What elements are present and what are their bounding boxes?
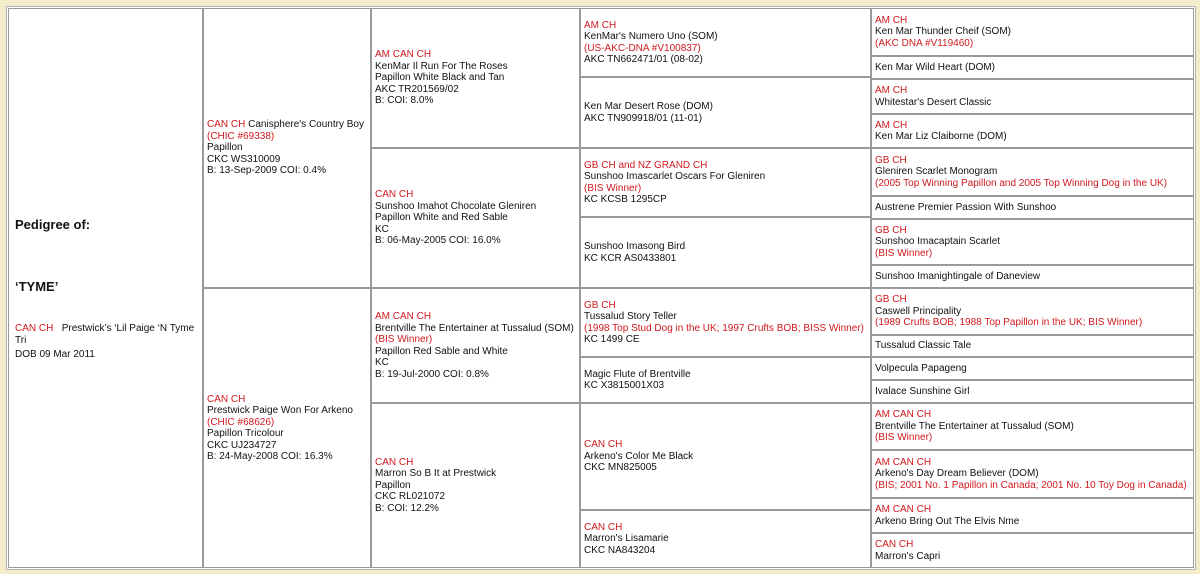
pedigree-table [6,6,1196,570]
pedigree-line: (BIS Winner) [875,432,933,444]
gen4-ancestor [871,114,1194,148]
pedigree-line: Arkeno's Color Me Black [584,450,694,462]
sire-breed: Papillon [207,142,243,154]
pedigree-line: (BIS Winner) [375,334,433,345]
gen4-ancestor [871,148,1194,196]
pedigree-line: CKC NA843204 [584,544,656,556]
pedigree-line: AM CH [875,119,908,131]
pedigree-line: Volpecula Papageng [875,362,967,374]
gen4-ancestor [871,196,1194,219]
pedigree-line: Ken Mar Liz Claiborne (DOM) [875,131,1007,142]
dam-note: (CHIC #68626) [207,416,275,428]
pedigree-line: AM CH [875,85,908,96]
gen2-ancestor [371,148,580,288]
gen3-ancestor [580,8,871,77]
pedigree-line: Papillon White and Red Sable [375,212,508,224]
pedigree-line: Papillon [375,479,411,491]
pedigree-line: KC X3815001X03 [584,380,665,391]
pedigree-line: Papillon White Black and Tan [375,72,505,84]
pedigree-line: AM CAN CH [875,456,932,468]
pedigree-line: (1998 Top Stud Dog in the UK; 1997 Crufts BOB; BISS Winner) [584,322,864,334]
gen4-ancestor [871,335,1194,357]
pedigree-line: Arkeno Bring Out The Elvis Nme [875,515,1020,527]
gen4-ancestor [871,79,1194,114]
subject-dob: DOB 09 Mar 2011 [15,349,95,360]
pedigree-line: B: COI: 8.0% [375,95,434,107]
gen3-ancestor [580,148,871,217]
gen4-ancestor [871,288,1194,335]
dam-breed: Papillon Tricolour [207,428,284,439]
pedigree-line: GB CH and NZ GRAND CH [584,159,708,171]
dam-title: CAN CH [207,393,246,405]
pedigree-heading: Pedigree of: [15,217,91,232]
subject-title: CAN CH [15,323,54,334]
pedigree-line: AM CH [584,19,617,31]
pedigree-line: Sunshoo Imasong Bird [584,241,686,252]
sire-reg: CKC WS310009 [207,153,281,165]
pedigree-line: Arkeno's Day Dream Believer (DOM) [875,468,1039,480]
pedigree-line: Canisphere's Country Boy [248,119,364,131]
gen3-ancestor [580,403,871,510]
gen2-ancestor [371,403,580,568]
pedigree-line: Brentville The Entertainer at Tussalud (SOM) [875,420,1074,432]
gen4-ancestor [871,219,1194,265]
pedigree-line: CKC RL021072 [375,491,446,503]
pedigree-line: (AKC DNA #V119460) [875,37,974,49]
sire-cell [203,8,371,288]
gen3-ancestor [580,357,871,403]
subject-name: Prestwick’s ‘Lil Paige ‘N Tyme [61,323,195,334]
dam-cell [203,288,371,568]
pedigree-line: Ken Mar Wild Heart (DOM) [875,61,996,73]
pedigree-line: (BIS Winner) [875,247,933,259]
gen3-ancestor [580,77,871,148]
pedigree-line: B: COI: 12.2% [375,502,439,514]
gen4-ancestor [871,8,1194,56]
pedigree-line: Whitestar's Desert Classic [875,96,992,108]
pedigree-line: KC [375,223,389,235]
gen4-ancestor [871,357,1194,380]
pedigree-line: CAN CH [584,439,623,451]
pedigree-line: Caswell Principality [875,305,962,317]
pedigree-line: (US-AKC-DNA #V100837) [584,42,701,54]
pedigree-line: Ken Mar Thunder Cheif (SOM) [875,26,1011,38]
subject-colour: Tri [15,335,27,346]
pedigree-line: GB CH [875,224,907,236]
pedigree-line: Sunshoo Imascarlet Oscars For Gleniren [584,171,766,182]
sire-birth: B: 13-Sep-2009 COI: 0.4% [207,165,326,177]
pedigree-line: CAN CH [375,456,414,468]
pedigree-line: (BIS; 2001 No. 1 Papillon in Canada; 2001 No. 10 Toy Dog in Canada) [875,479,1187,491]
pedigree-line: Marron's Capri [875,550,941,562]
pedigree-line: Brentville The Entertainer at Tussalud (SOM) [375,322,574,334]
gen2-ancestor [371,288,580,403]
pedigree-line: B: 06-May-2005 COI: 16.0% [375,235,501,247]
pedigree-line: GB CH [875,154,907,166]
pedigree-line: KC [375,357,389,368]
pedigree-line: Marron's Lisamarie [584,533,669,545]
pedigree-line: (BIS Winner) [584,182,642,194]
gen4-ancestor [871,498,1194,533]
pedigree-line: (2005 Top Winning Papillon and 2005 Top Winning Dog in the UK) [875,177,1168,189]
sire-line-1 [207,119,367,131]
pedigree-line: CAN CH [584,521,623,533]
pedigree-line: (1989 Crufts BOB; 1988 Top Papillon in the UK; BIS Winner) [875,317,1143,329]
gen3-ancestor [580,288,871,357]
pedigree-line: KC KCR AS0433801 [584,252,677,264]
pedigree-line: Austrene Premier Passion With Sunshoo [875,201,1057,213]
pedigree-line: GB CH [584,299,616,311]
call-name: ‘TYME’ [15,279,59,294]
pedigree-line: KenMar's Numero Uno (SOM) [584,31,718,42]
pedigree-line: Marron So B It at Prestwick [375,468,497,480]
pedigree-line: GB CH [875,294,907,306]
pedigree-line: Sunshoo Imahot Chocolate Gleniren [375,200,537,212]
pedigree-line: Sunshoo Imacaptain Scarlet [875,236,1001,248]
dam-birth: B: 24-May-2008 COI: 16.3% [207,451,333,462]
pedigree-line: AM CH [875,14,908,26]
sire-note: (CHIC #69338) [207,130,275,142]
pedigree-line: Tussalud Classic Tale [875,340,972,352]
gen2-ancestor [371,8,580,148]
pedigree-line: CAN CH [375,189,414,201]
gen4-ancestor [871,403,1194,450]
gen3-ancestor [580,217,871,288]
pedigree-line: B: 19-Jul-2000 COI: 0.8% [375,368,489,380]
pedigree-line: Ken Mar Desert Rose (DOM) [584,101,713,112]
pedigree-line: AKC TR201569/02 [375,83,459,95]
pedigree-line: KC 1499 CE [584,334,640,345]
subject-cell [8,8,203,568]
gen4-ancestor [871,380,1194,403]
pedigree-line: CAN CH [875,539,914,550]
gen4-ancestor [871,533,1194,568]
pedigree-line: Tussalud Story Teller [584,311,677,322]
subject-registered-name [15,323,200,347]
dam-reg: CKC UJ234727 [207,439,277,451]
gen4-ancestor [871,450,1194,498]
pedigree-line: CKC MN825005 [584,462,657,474]
gen4-ancestor [871,56,1194,79]
pedigree-line: AKC TN909918/01 (11-01) [584,112,703,124]
pedigree-line: CAN CH [207,119,246,131]
pedigree-line: KC KCSB 1295CP [584,194,667,205]
pedigree-line: AM CAN CH [875,409,932,421]
pedigree-line: Papillon Red Sable and White [375,345,508,357]
pedigree-line: Magic Flute of Brentville [584,368,691,380]
pedigree-line: AM CAN CH [875,504,932,515]
pedigree-line: KenMar Il Run For The Roses [375,60,508,72]
pedigree-line: AM CAN CH [375,311,432,322]
gen4-ancestor [871,265,1194,288]
gen3-ancestor [580,510,871,568]
dam-name: Prestwick Paige Won For Arkeno [207,405,353,416]
pedigree-line: Sunshoo Imanightingale of Daneview [875,270,1041,282]
pedigree-line: Gleniren Scarlet Monogram [875,166,998,178]
pedigree-line: Ivalace Sunshine Girl [875,385,970,397]
pedigree-line: AKC TN662471/01 (08-02) [584,54,703,65]
pedigree-line: AM CAN CH [375,49,432,61]
